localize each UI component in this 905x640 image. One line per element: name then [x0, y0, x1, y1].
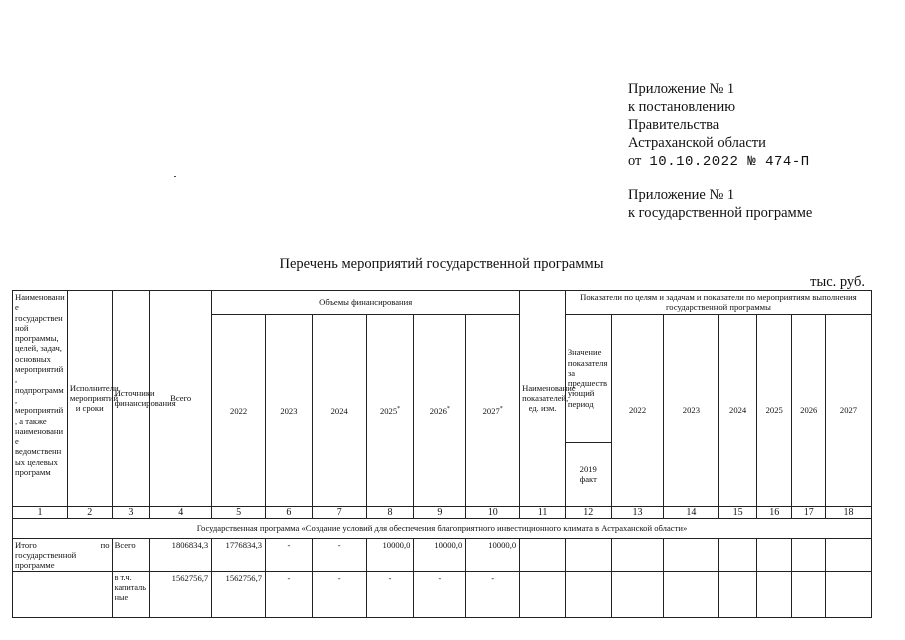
- table-row: [13, 538, 872, 572]
- header-year: 2024: [312, 314, 366, 506]
- program-title-row: [13, 518, 872, 538]
- column-number: 15: [719, 506, 757, 518]
- appendix-program-block: [628, 186, 812, 222]
- column-number: 11: [520, 506, 566, 518]
- empty-cell: [792, 538, 826, 572]
- row-2024: -: [312, 538, 366, 572]
- header-executors: Исполнители мероприятий и сроки: [67, 291, 112, 507]
- column-number: 5: [212, 506, 266, 518]
- header-indicators: Показатели по целям и задачам и показатели по мероприятиям выполнения государственной программы: [565, 291, 871, 315]
- row-total: 1562756,7: [150, 572, 212, 618]
- header-sources: Источники финансирования: [112, 291, 150, 507]
- appendix-line: Приложение № 1: [628, 81, 735, 97]
- header-ind-year: 2027: [826, 314, 872, 506]
- row-2023: -: [266, 538, 313, 572]
- resolution-date-line: [628, 152, 810, 171]
- resolution-date: 10.10.2022 № 474-П: [649, 154, 810, 170]
- appendix-resolution-block: [628, 80, 810, 171]
- appendix-line: Приложение № 1: [628, 187, 735, 203]
- column-number: 9: [414, 506, 466, 518]
- empty-cell: [826, 538, 872, 572]
- header-total: Всего: [150, 291, 212, 507]
- column-number: 18: [826, 506, 872, 518]
- empty-cell: [664, 538, 719, 572]
- column-number: 17: [792, 506, 826, 518]
- row-2022: 1776834,3: [212, 538, 266, 572]
- empty-cell: [520, 538, 566, 572]
- column-number: 14: [664, 506, 719, 518]
- header-ind-year: 2026: [792, 314, 826, 506]
- header-ind-year: 2024: [719, 314, 757, 506]
- row-2026: -: [414, 572, 466, 618]
- column-number: 4: [150, 506, 212, 518]
- empty-cell: [565, 572, 611, 618]
- column-number: 16: [756, 506, 792, 518]
- row-source: Всего: [112, 538, 150, 572]
- column-number: 13: [611, 506, 664, 518]
- column-number: 1: [13, 506, 68, 518]
- header-year: 2026*: [414, 314, 466, 506]
- header-prev-value: Значение показателя за предшествующий период: [565, 314, 611, 442]
- appendix-line: Правительства: [628, 117, 720, 133]
- column-number: 6: [266, 506, 313, 518]
- row-2027: 10000,0: [466, 538, 520, 572]
- empty-cell: [719, 538, 757, 572]
- column-number: 7: [312, 506, 366, 518]
- header-prev-year: 2019 факт: [565, 442, 611, 506]
- header-row: [13, 291, 872, 315]
- header-year: 2025*: [366, 314, 414, 506]
- header-year: 2022: [212, 314, 266, 506]
- empty-cell: [520, 572, 566, 618]
- empty-cell: [719, 572, 757, 618]
- empty-cell: [611, 538, 664, 572]
- program-title: Государственная программа «Создание условий для обеспечения благоприятного инвестиционного климата в Астраханской области»: [13, 518, 872, 538]
- row-2025: 10000,0: [366, 538, 414, 572]
- empty-cell: [13, 572, 113, 618]
- empty-cell: [756, 538, 792, 572]
- row-2024: -: [312, 572, 366, 618]
- empty-cell: [756, 572, 792, 618]
- column-number: 8: [366, 506, 414, 518]
- header-name: Наименование государственной программы, целей, задач, основных мероприятий, подпрограмм, мероприятий, а также наименование ведомственных целевых программ: [13, 291, 68, 507]
- row-2026: 10000,0: [414, 538, 466, 572]
- empty-cell: [826, 572, 872, 618]
- empty-cell: [565, 538, 611, 572]
- column-number: 2: [67, 506, 112, 518]
- unit-label: тыс. руб.: [810, 274, 865, 290]
- header-ind-year: 2022: [611, 314, 664, 506]
- column-number: 10: [466, 506, 520, 518]
- row-2023: -: [266, 572, 313, 618]
- empty-cell: [611, 572, 664, 618]
- header-year: 2027*: [466, 314, 520, 506]
- header-year: 2023: [266, 314, 313, 506]
- column-number-row: [13, 506, 872, 518]
- header-ind-year: 2023: [664, 314, 719, 506]
- row-source: в т.ч. капитальные: [112, 572, 150, 618]
- document-title: Перечень мероприятий государственной программы: [279, 256, 604, 272]
- header-volumes: Объемы финансирования: [212, 291, 520, 315]
- scan-speck: [174, 176, 176, 177]
- header-ind-year: 2025: [756, 314, 792, 506]
- appendix-line: к государственной программе: [628, 205, 813, 221]
- column-number: 12: [565, 506, 611, 518]
- table-row: [13, 572, 872, 618]
- date-prefix: от: [628, 153, 642, 169]
- row-name: Итого по государственной программе: [13, 538, 113, 572]
- measures-table: [12, 290, 872, 618]
- row-2025: -: [366, 572, 414, 618]
- appendix-line: Астраханской области: [628, 135, 766, 151]
- empty-cell: [664, 572, 719, 618]
- column-number: 3: [112, 506, 150, 518]
- empty-cell: [792, 572, 826, 618]
- appendix-line: к постановлению: [628, 99, 736, 115]
- header-indicator-name: Наименование показателей, ед. изм.: [520, 291, 566, 507]
- row-2022: 1562756,7: [212, 572, 266, 618]
- row-2027: -: [466, 572, 520, 618]
- row-total: 1806834,3: [150, 538, 212, 572]
